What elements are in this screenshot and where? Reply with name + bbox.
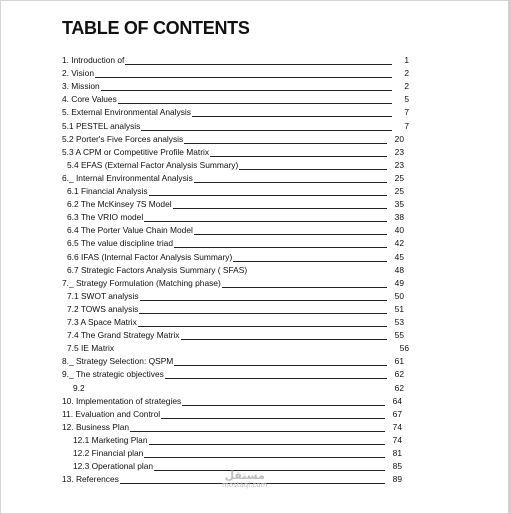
toc-entry-page-number: 2 xyxy=(404,68,409,79)
toc-entry-page-number: 81 xyxy=(392,448,402,458)
toc-entry-leader xyxy=(174,247,387,248)
toc-entry-page-number: 23 xyxy=(394,159,404,170)
toc-entry-page-number: 49 xyxy=(394,277,404,288)
toc-entry[interactable] xyxy=(62,147,410,158)
toc-entry-leader xyxy=(222,287,387,288)
toc-entry-label: 12.2 Financial plan xyxy=(73,448,144,458)
toc-entry-label: 13. References xyxy=(62,474,119,485)
toc-entry[interactable] xyxy=(62,369,410,380)
toc-entry-leader xyxy=(95,77,392,78)
toc-entry-leader xyxy=(101,90,392,91)
toc-entry-label: 6.4 The Porter Value Chain Model xyxy=(67,225,193,236)
toc-entry[interactable] xyxy=(67,317,410,328)
toc-entry-page-number: 35 xyxy=(394,199,404,210)
toc-entry-label: 11. Evaluation and Control xyxy=(62,408,161,419)
toc-entry-leader xyxy=(239,169,387,170)
toc-entry-page-number: 45 xyxy=(394,251,404,262)
toc-entry[interactable] xyxy=(67,238,410,249)
toc-entry[interactable] xyxy=(62,422,408,433)
toc-entry-page-number: 51 xyxy=(394,303,404,314)
toc-entry-leader xyxy=(184,143,387,144)
toc-entry-leader xyxy=(194,182,387,183)
toc-entry-label: 7.4 The Grand Strategy Matrix xyxy=(67,330,180,341)
toc-entry-label: 4. Core Values xyxy=(62,94,117,105)
toc-entry-label: 3. Mission xyxy=(62,81,100,92)
toc-entry-leader xyxy=(144,457,385,458)
toc-entry[interactable] xyxy=(67,186,410,197)
toc-entry-page-number: 64 xyxy=(392,395,402,406)
watermark-logo: مستقل xyxy=(224,469,265,482)
toc-entry-label: 8._ Strategy Selection: QSPM xyxy=(62,356,174,367)
toc-entry-leader xyxy=(210,156,387,157)
watermark xyxy=(222,470,267,489)
toc-entry-label: 6.3 The VRIO model xyxy=(67,212,144,223)
toc-entry-page-number: 40 xyxy=(394,225,404,236)
toc-entry-page-number: 38 xyxy=(394,212,404,223)
toc-entry[interactable] xyxy=(62,134,410,145)
toc-entry[interactable] xyxy=(62,409,408,420)
toc-entry-page-number: 50 xyxy=(394,290,404,301)
toc-entry-page-number: 67 xyxy=(392,408,402,419)
toc-entry-label: 1. Introduction of xyxy=(62,55,125,65)
toc-entry-leader xyxy=(174,365,387,366)
toc-entry-leader xyxy=(118,103,392,104)
toc-entry-label: 10. Implementation of strategies xyxy=(62,395,182,406)
toc-entry-label: 7.5 IE Matrix xyxy=(67,343,115,354)
toc-entry-label: 7.1 SWOT analysis xyxy=(67,290,139,301)
toc-entry[interactable] xyxy=(62,356,410,367)
toc-entry[interactable] xyxy=(67,212,410,223)
toc-entry-leader xyxy=(140,300,387,301)
toc-entry[interactable] xyxy=(67,330,410,341)
toc-entry-label: 7.3 A Space Matrix xyxy=(67,317,137,327)
toc-entry-page-number: 74 xyxy=(392,421,402,432)
toc-entry-page-number: 25 xyxy=(394,172,404,183)
toc-entry[interactable] xyxy=(62,55,415,66)
toc-entry[interactable] xyxy=(73,448,408,459)
toc-entry-leader xyxy=(173,208,387,209)
toc-entry-label: 5.3 A CPM or Competitive Profile Matrix xyxy=(62,146,210,157)
toc-entry-label: 7.2 TOWS analysis xyxy=(67,303,139,314)
watermark-text: mostaql.com xyxy=(222,481,268,489)
toc-entry-label: 12.1 Marketing Plan xyxy=(73,434,148,445)
toc-entry[interactable] xyxy=(67,160,410,171)
toc-entry-label: 5.4 EFAS (External Factor Analysis Summary) xyxy=(67,159,239,170)
toc-entry[interactable] xyxy=(67,265,410,276)
toc-entry-page-number: 7 xyxy=(404,107,409,118)
toc-entry-label: 6._ Internal Environmental Analysis xyxy=(62,172,193,183)
toc-entry-page-number: 2 xyxy=(404,81,409,92)
toc-entry-leader xyxy=(149,195,387,196)
toc-entry[interactable] xyxy=(62,121,415,132)
toc-entry-leader xyxy=(154,470,385,471)
toc-entry-label: 9.2 xyxy=(73,382,85,393)
toc-entry[interactable] xyxy=(73,383,410,394)
toc-entry-page-number: 53 xyxy=(394,317,404,327)
toc-entry[interactable] xyxy=(67,343,415,354)
toc-entry-label: 6.5 The value discipline triad xyxy=(67,238,173,249)
toc-entry-label: 12.3 Operational plan xyxy=(73,461,154,472)
toc-entry-page-number: 7 xyxy=(404,120,409,131)
toc-entry[interactable] xyxy=(67,304,410,315)
toc-entry-page-number: 23 xyxy=(394,146,404,157)
toc-entry[interactable] xyxy=(62,278,410,289)
toc-entry[interactable] xyxy=(67,252,410,263)
toc-entry-leader xyxy=(139,313,387,314)
toc-entry-label: 6.1 Financial Analysis xyxy=(67,186,148,196)
toc-entry[interactable] xyxy=(73,435,408,446)
toc-entry-page-number: 85 xyxy=(392,461,402,472)
toc-entry[interactable] xyxy=(67,225,410,236)
toc-entry-page-number: 20 xyxy=(394,133,404,144)
toc-entry[interactable] xyxy=(62,81,415,92)
toc-entry-label: 5. External Environmental Analysis xyxy=(62,107,191,118)
toc-entry-page-number: 55 xyxy=(394,330,404,341)
toc-entry-page-number: 5 xyxy=(404,94,409,105)
page-title: TABLE OF CONTENTS xyxy=(62,18,250,38)
toc-entry[interactable] xyxy=(67,291,410,302)
toc-entry-leader xyxy=(130,431,385,432)
toc-entry-leader xyxy=(125,64,392,65)
toc-entry-label: 2. Vision xyxy=(62,68,94,79)
toc-entry-label: 6.2 The McKinsey 7S Model xyxy=(67,199,172,210)
toc-entry-page-number: 74 xyxy=(392,434,402,445)
toc-entry-label: 6.7 Strategic Factors Analysis Summary ( SFAS) xyxy=(67,264,248,275)
toc-entry-leader xyxy=(192,116,392,117)
toc-entry-leader xyxy=(144,221,387,222)
toc-entry-leader xyxy=(149,444,385,445)
toc-entry-label: 9._ The strategic objectives xyxy=(62,369,164,380)
toc-entry[interactable] xyxy=(62,94,415,105)
toc-entry-leader xyxy=(138,326,387,327)
toc-entry-page-number: 89 xyxy=(392,474,402,485)
toc-entry-page-number: 1 xyxy=(404,55,409,65)
toc-entry[interactable] xyxy=(62,107,415,118)
toc-entry[interactable] xyxy=(62,68,415,79)
toc-entry-page-number: 48 xyxy=(394,264,404,275)
toc-entry-page-number: 25 xyxy=(394,186,404,196)
toc-entry-leader xyxy=(233,261,387,262)
toc-entry-leader xyxy=(161,418,385,419)
toc-entry-label: 5.2 Porter's Five Forces analysis xyxy=(62,133,184,144)
toc-entry-page-number: 62 xyxy=(394,369,404,380)
toc-entry[interactable] xyxy=(67,199,410,210)
toc-entry[interactable] xyxy=(62,173,410,184)
toc-entry-label: 7._ Strategy Formulation (Matching phase) xyxy=(62,277,221,288)
toc-entry-page-number: 62 xyxy=(394,382,404,393)
toc-entry-label: 6.6 IFAS (Internal Factor Analysis Summary) xyxy=(67,251,233,262)
toc-entry-page-number: 42 xyxy=(394,238,404,249)
toc-entry-leader xyxy=(141,130,392,131)
toc-entry-leader xyxy=(181,339,387,340)
toc-entry-leader xyxy=(182,405,385,406)
toc-entry-page-number: 56 xyxy=(399,343,409,354)
toc-entry-leader xyxy=(165,378,387,379)
toc-entry[interactable] xyxy=(62,396,408,407)
toc-entry-label: 12. Business Plan xyxy=(62,421,130,432)
toc-entry-leader xyxy=(194,234,387,235)
toc-entry-page-number: 61 xyxy=(394,356,404,367)
toc-entry-label: 5.1 PESTEL analysis xyxy=(62,120,141,131)
